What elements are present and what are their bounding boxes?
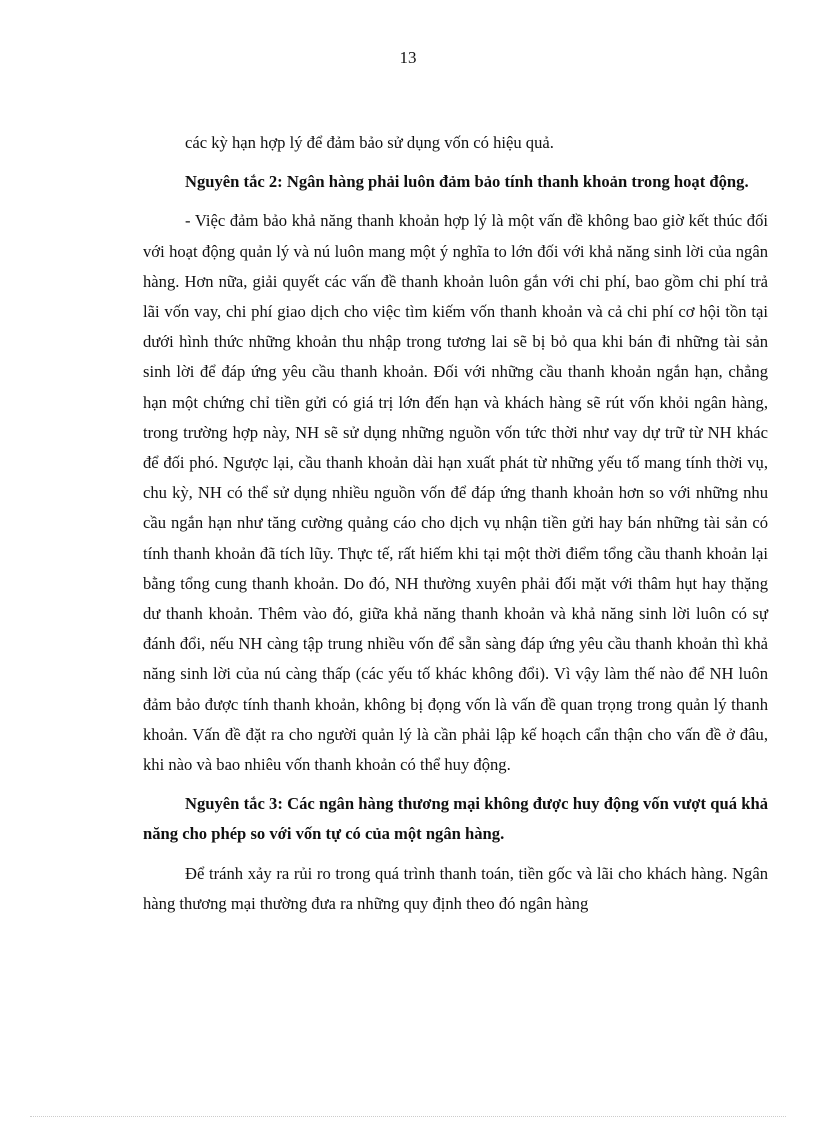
heading-principle-3: Nguyên tắc 3: Các ngân hàng thương mại không được huy động vốn vượt quá khả năng cho phép so với vốn tự có của một ngân hàng. [143,794,768,844]
heading-principle-2: Nguyên tắc 2: Ngân hàng phải luôn đảm bảo tính thanh khoản trong hoạt động. [185,172,749,192]
page-number: 13 [399,48,417,67]
paragraph-intro: các kỳ hạn hợp lý để đảm bảo sử dụng vốn có hiệu quả. [185,133,554,152]
document-body [143,128,768,919]
paragraph-risk: Để tránh xảy ra rủi ro trong quá trình thanh toán, tiền gốc và lãi cho khách hàng. Ngân hàng thương mại thường đưa ra những quy định theo đó ngân hàng [143,863,768,913]
paragraph-liquidity: - Việc đảm bảo khả năng thanh khoản hợp lý là một vấn đề không bao giờ kết thúc đối với hoạt động quản lý và nú luôn mang một ý nghĩa to lớn đối với khả năng sinh lời của ngân hàng. Hơn nữa, giải quyết các vấn đề thanh khoản luôn gắn với chi phí, bao gồm chi phí trả lãi vốn vay, chi phí giao dịch cho việc tìm kiếm vốn thanh khoản và cả chi phí cơ hội tồn tại dưới hình thức những khoản thu nhập trong tương lai sẽ bị bỏ qua khi bán đi những tài sản sinh lời để đáp ứng yêu cầu thanh khoản. Đối với những cầu thanh khoản ngắn hạn, chẳng hạn một chứng chỉ tiền gửi có giá trị lớn đến hạn và khách hàng sẽ rút vốn khỏi ngân hàng, trong trường hợp này, NH sẽ sử dụng những nguồn vốn tức thời như vay dự trữ từ NH khác để đối phó. Ngược lại, cầu thanh khoản dài hạn xuất phát từ những yếu tố mang tính thời vụ, chu kỳ, NH có thể sử dụng nhiều nguồn vốn để đáp ứng thanh khoản hơn so với những nhu cầu ngắn hạn như tăng cường quảng cáo cho dịch vụ nhận tiền gửi hay bán những tài sản có tính thanh khoản đã tích lũy. Thực tế, rất hiếm khi tại một thời điểm tổng cầu thanh khoản lại bằng tổng cung thanh khoản. Do đó, NH thường xuyên phải đối mặt với thâm hụt hay thặng dư thanh khoản. Thêm vào đó, giữa khả năng thanh khoản và khả năng sinh lời luôn có sự đánh đổi, nếu NH càng tập trung nhiều vốn để sẵn sàng đáp ứng yêu cầu thanh khoản thì khả năng sinh lời của nú càng thấp (các yếu tố khác không đổi). Vì vậy làm thế nào để NH luôn đảm bảo được tính thanh khoản, không bị đọng vốn là vấn đề quan trọng trong quản lý thanh khoản. Vấn đề đặt ra cho người quản lý là cần phải lập kế hoạch cẩn thận cho vấn đề ở đâu, khi nào và bao nhiêu vốn thanh khoản có thể huy động. [143,211,768,775]
page-bottom-divider [30,1116,786,1117]
